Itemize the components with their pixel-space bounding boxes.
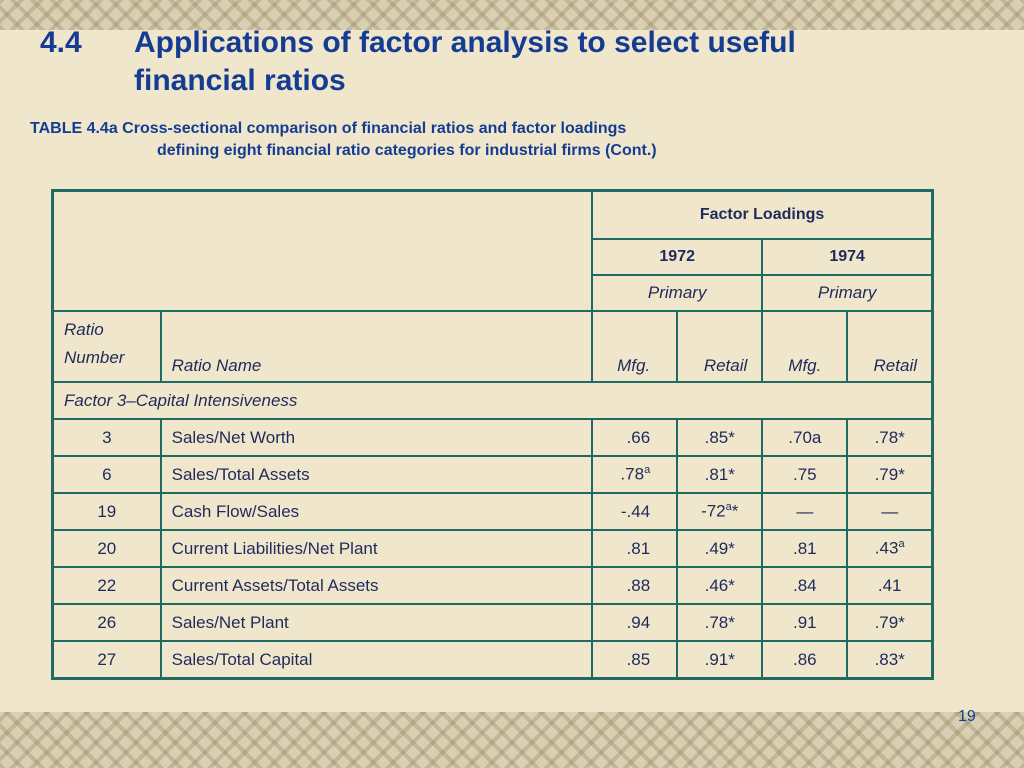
factor-group-label: Factor 3–Capital Intensiveness <box>53 382 933 419</box>
value-mfg-1972: .94 <box>592 604 677 641</box>
footnote-marker: a <box>898 538 905 551</box>
value-retail-1974: .43$^a$ <box>847 530 932 567</box>
ratio-name: Sales/Net Worth <box>161 419 592 456</box>
header-primary-1972: Primary <box>592 275 762 311</box>
header-blank-cell <box>53 191 593 312</box>
header-year-1974: 1974 <box>762 239 932 275</box>
value-retail-1974: .41 <box>847 567 932 604</box>
value-retail-1972: -72$^a$* <box>677 493 762 530</box>
title-line-1: Applications of factor analysis to select useful <box>134 26 796 59</box>
decorative-border-bottom <box>0 712 1024 768</box>
ratio-number-line-2: Number <box>64 348 125 367</box>
header-primary-1974: Primary <box>762 275 932 311</box>
ratio-name: Sales/Net Plant <box>161 604 592 641</box>
value-mfg-1972: .88 <box>592 567 677 604</box>
header-ratio-name: Ratio Name <box>161 311 592 382</box>
header-ratio-number <box>53 311 161 382</box>
factor-loadings-table <box>51 189 934 680</box>
header-retail-1972: Retail <box>677 311 762 382</box>
table-row <box>53 567 933 604</box>
value-retail-1974: — <box>847 493 932 530</box>
ratio-name: Cash Flow/Sales <box>161 493 592 530</box>
value-mfg-1974: .86 <box>762 641 847 679</box>
value-mfg-1972: .85 <box>592 641 677 679</box>
ratio-number: 22 <box>53 567 161 604</box>
ratio-name: Sales/Total Capital <box>161 641 592 679</box>
caption-line-1: TABLE 4.4a Cross-sectional comparison of financial ratios and factor loadings <box>30 120 627 137</box>
value-mfg-1972: .81 <box>592 530 677 567</box>
title-line-2: financial ratios <box>134 64 346 97</box>
value-mfg-1972: .66 <box>592 419 677 456</box>
value-mfg-1974: .75 <box>762 456 847 493</box>
header-year-1972: 1972 <box>592 239 762 275</box>
header-factor-loadings: Factor Loadings <box>592 191 932 240</box>
value-mfg-1972: .78$^a$ <box>592 456 677 493</box>
value-mfg-1974: .81 <box>762 530 847 567</box>
value-retail-1972: .78* <box>677 604 762 641</box>
ratio-number: 19 <box>53 493 161 530</box>
value-retail-1972: .49* <box>677 530 762 567</box>
table-row <box>53 530 933 567</box>
ratio-number: 3 <box>53 419 161 456</box>
ratio-number: 26 <box>53 604 161 641</box>
header-retail-1974: Retail <box>847 311 932 382</box>
value-retail-1974: .79* <box>847 604 932 641</box>
table-row <box>53 419 933 456</box>
ratio-name: Sales/Total Assets <box>161 456 592 493</box>
value-mfg-1974: — <box>762 493 847 530</box>
value-retail-1972: .46* <box>677 567 762 604</box>
ratio-name: Current Liabilities/Net Plant <box>161 530 592 567</box>
value-retail-1972: .81* <box>677 456 762 493</box>
header-mfg-1974: Mfg. <box>762 311 847 382</box>
ratio-number: 6 <box>53 456 161 493</box>
value-mfg-1974: .84 <box>762 567 847 604</box>
table-row <box>53 456 933 493</box>
table-row <box>53 641 933 679</box>
ratio-number: 20 <box>53 530 161 567</box>
ratio-number-line-1: Ratio <box>64 320 104 339</box>
page-number: 19 <box>958 708 976 725</box>
header-mfg-1972: Mfg. <box>592 311 677 382</box>
section-number: 4.4 <box>40 26 82 59</box>
footnote-marker: a <box>725 501 732 514</box>
value-retail-1974: .79* <box>847 456 932 493</box>
value-mfg-1974: .91 <box>762 604 847 641</box>
table-row <box>53 493 933 530</box>
caption-line-2: defining eight financial ratio categories for industrial firms (Cont.) <box>157 142 657 159</box>
value-retail-1972: .85* <box>677 419 762 456</box>
value-mfg-1974: .70a <box>762 419 847 456</box>
table-row <box>53 604 933 641</box>
ratio-number: 27 <box>53 641 161 679</box>
ratio-name: Current Assets/Total Assets <box>161 567 592 604</box>
value-retail-1972: .91* <box>677 641 762 679</box>
footnote-marker: a <box>644 464 651 477</box>
value-retail-1974: .83* <box>847 641 932 679</box>
value-mfg-1972: -.44 <box>592 493 677 530</box>
value-retail-1974: .78* <box>847 419 932 456</box>
